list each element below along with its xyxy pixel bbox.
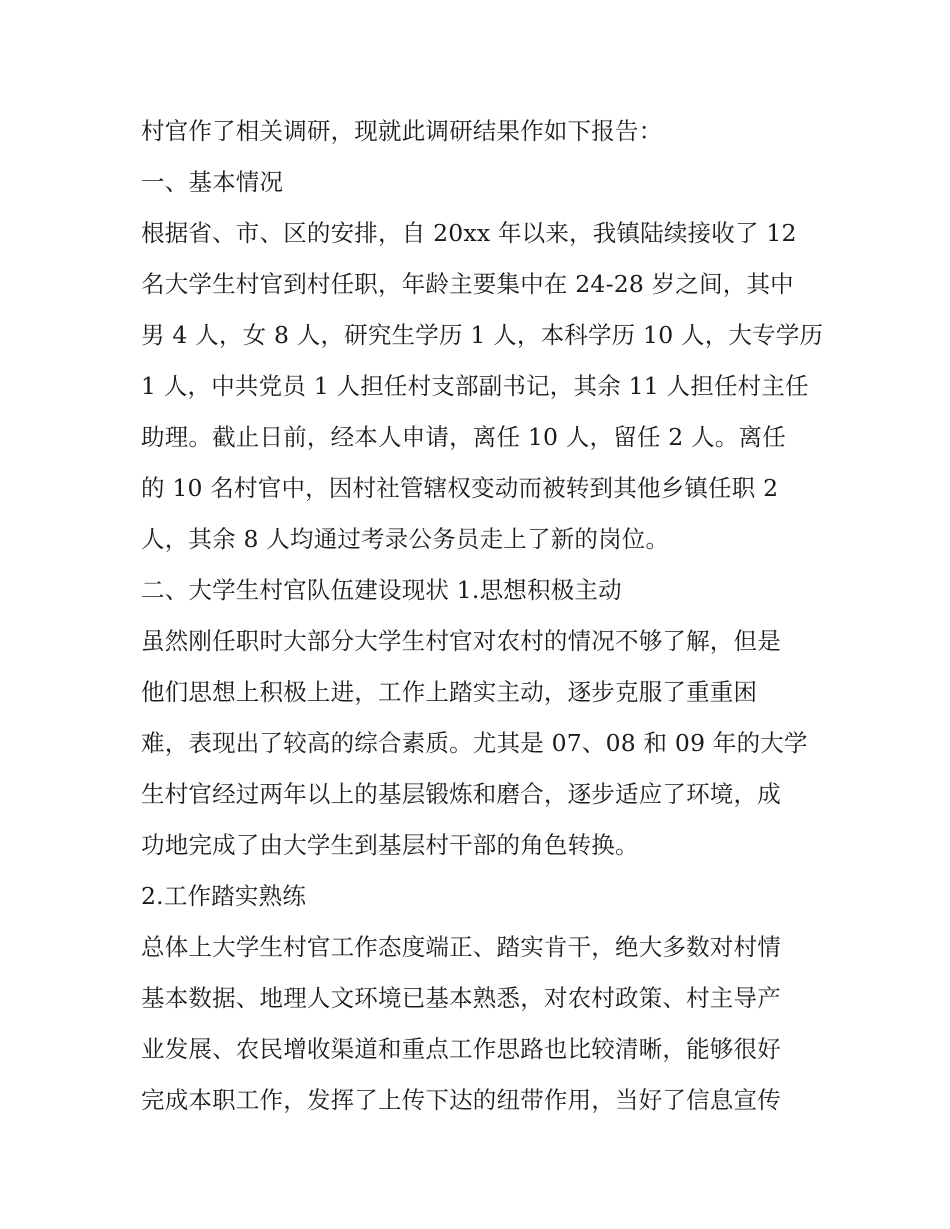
text-line: 1 人，中共党员 1 人担任村支部副书记，其余 11 人担任村主任 — [141, 372, 809, 400]
text-line: 人，其余 8 人均通过考录公务员走上了新的岗位。 — [141, 525, 670, 553]
text-line: 功地完成了由大学生到基层村干部的角色转换。 — [141, 831, 639, 859]
text-line: 他们思想上积极上进，工作上踏实主动，逐步克服了重重困 — [141, 678, 758, 706]
text-line: 的 10 名村官中，因村社管辖权变动而被转到其他乡镇任职 2 — [141, 474, 779, 502]
subsection-heading: 2.工作踏实熟练 — [141, 882, 307, 910]
section-heading: 二、大学生村官队伍建设现状 1.思想积极主动 — [141, 576, 622, 604]
text-line: 总体上大学生村官工作态度端正、踏实肯干，绝大多数对村情 — [141, 933, 781, 961]
text-line: 完成本职工作，发挥了上传下达的纽带作用，当好了信息宣传 — [141, 1086, 781, 1114]
text-line: 名大学生村官到村任职，年龄主要集中在 24-28 岁之间，其中 — [141, 270, 794, 298]
text-line: 基本数据、地理人文环境已基本熟悉，对农村政策、村主导产 — [141, 984, 781, 1012]
text-line: 助理。截止日前，经本人申请，离任 10 人，留任 2 人。离任 — [141, 423, 786, 451]
section-heading: 一、基本情况 — [141, 168, 284, 196]
text-line: 根据省、市、区的安排，自 20xx 年以来，我镇陆续接收了 12 — [141, 219, 797, 247]
text-line: 业发展、农民增收渠道和重点工作思路也比较清晰，能够很好 — [141, 1035, 781, 1063]
text-line: 男 4 人，女 8 人，研究生学历 1 人，本科学历 10 人，大专学历 — [141, 321, 824, 349]
document-body — [141, 106, 824, 1126]
text-line: 虽然刚任职时大部分大学生村官对农村的情况不够了解，但是 — [141, 627, 781, 655]
text-line: 难，表现出了较高的综合素质。尤其是 07、08 和 09 年的大学 — [141, 729, 808, 757]
text-line: 生村官经过两年以上的基层锻炼和磨合，逐步适应了环境，成 — [141, 780, 781, 808]
text-line: 村官作了相关调研，现就此调研结果作如下报告： — [141, 117, 663, 145]
